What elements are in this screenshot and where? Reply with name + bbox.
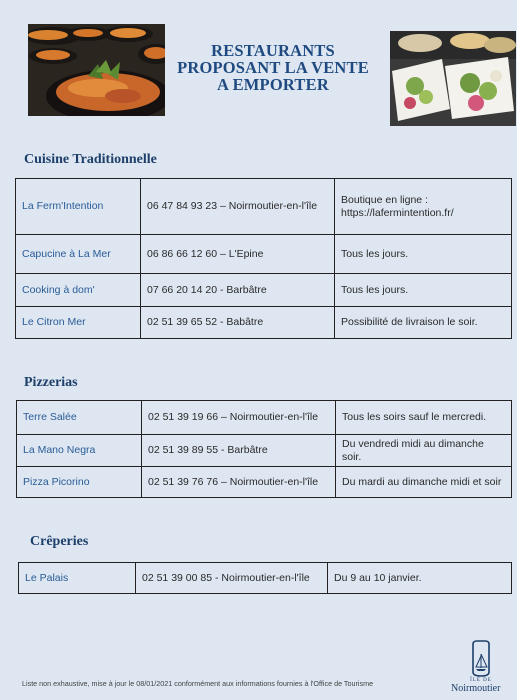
salad-boxes-image — [390, 31, 516, 126]
food-photo-left — [28, 24, 165, 116]
restaurant-name: Pizza Picorino — [17, 467, 142, 498]
table-row — [19, 563, 512, 594]
table-row — [16, 179, 512, 235]
section-title-creperies: Crêperies — [30, 534, 89, 549]
title-line-1: RESTAURANTS — [211, 41, 335, 60]
noirmoutier-logo — [451, 640, 511, 696]
table-cuisine — [15, 178, 512, 339]
restaurant-phone: 06 47 84 93 23 – Noirmoutier-en-l'île — [141, 179, 335, 235]
restaurant-name: Le Palais — [19, 563, 136, 594]
curry-plates-image — [28, 24, 165, 116]
title-line-2: PROPOSANT LA VENTE — [177, 58, 369, 77]
restaurant-name: Cooking à dom' — [16, 274, 141, 307]
section-title-cuisine: Cuisine Traditionnelle — [24, 152, 157, 167]
restaurant-phone: 07 66 20 14 20 - Barbâtre — [141, 274, 335, 307]
boat-logo-icon — [451, 640, 511, 678]
restaurant-info: Possibilité de livraison le soir. — [335, 307, 512, 339]
restaurant-phone: 02 51 39 76 76 – Noirmoutier-en-l'île — [142, 467, 336, 498]
table-row — [17, 401, 512, 435]
logo-small-text: ÎLE DE — [470, 678, 492, 683]
restaurant-phone: 02 51 39 89 55 - Barbâtre — [142, 435, 336, 467]
restaurant-name: Terre Salée — [17, 401, 142, 435]
footer-note: Liste non exhaustive, mise à jour le 08/01/2021 conformément aux informations fournies à l'Office de Tourisme — [22, 679, 374, 688]
table-creperies — [18, 562, 512, 594]
logo-wordmark: Noirmoutier — [451, 683, 501, 694]
restaurant-info: Boutique en ligne : https://lafermintention.fr/ — [335, 179, 512, 235]
restaurant-name: Capucine à La Mer — [16, 235, 141, 274]
section-title-pizzerias: Pizzerias — [24, 375, 78, 390]
restaurant-phone: 06 86 66 12 60 – L'Epine — [141, 235, 335, 274]
restaurant-phone: 02 51 39 00 85 - Noirmoutier-en-l'île — [136, 563, 328, 594]
restaurant-info: Tous les jours. — [335, 274, 512, 307]
restaurant-info: Du vendredi midi au dimanche soir. — [336, 435, 512, 467]
restaurant-phone: 02 51 39 19 66 – Noirmoutier-en-l'île — [142, 401, 336, 435]
restaurant-info: Tous les jours. — [335, 235, 512, 274]
restaurant-name: La Ferm'Intention — [16, 179, 141, 235]
table-row — [17, 467, 512, 498]
table-row — [16, 307, 512, 339]
restaurant-info: Du mardi au dimanche midi et soir — [336, 467, 512, 498]
restaurant-phone: 02 51 39 65 52 - Babâtre — [141, 307, 335, 339]
restaurant-name: La Mano Negra — [17, 435, 142, 467]
food-photo-right — [390, 31, 516, 126]
title-line-3: A EMPORTER — [217, 75, 329, 94]
table-row — [16, 274, 512, 307]
restaurant-info: Du 9 au 10 janvier. — [328, 563, 512, 594]
table-row — [16, 235, 512, 274]
restaurant-name: Le Citron Mer — [16, 307, 141, 339]
restaurant-info: Tous les soirs sauf le mercredi. — [336, 401, 512, 435]
table-row — [17, 435, 512, 467]
page-title — [160, 42, 386, 93]
table-pizzerias — [16, 400, 512, 498]
